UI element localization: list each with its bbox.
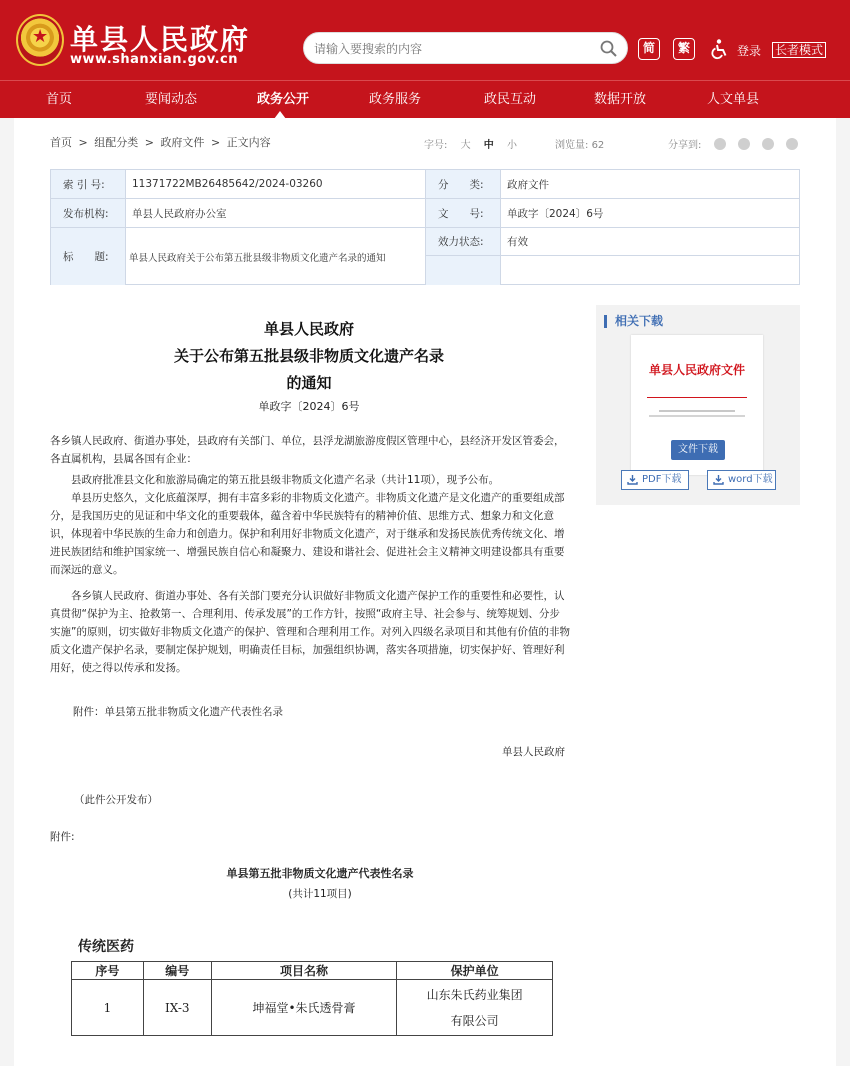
nav-culture[interactable]: 人文单县 xyxy=(706,92,759,107)
section-heading: 传统医药 xyxy=(78,939,134,955)
site-header xyxy=(0,0,850,80)
breadcrumb-gov-docs[interactable]: 政府文件 xyxy=(160,136,205,149)
view-count-value: 62 xyxy=(591,140,605,151)
simplified-chinese-button[interactable]: 简 xyxy=(638,38,660,60)
meta-category-label: 分 类: xyxy=(426,170,501,199)
site-title[interactable]: 单县人民政府 xyxy=(70,23,251,56)
meta-issuer-value: 单县人民政府办公室 xyxy=(126,199,426,228)
table-header: 序号 xyxy=(72,962,144,980)
nav-home[interactable]: 首页 xyxy=(45,92,72,107)
document-preview-text xyxy=(649,415,745,417)
meta-title-value: 单县人民政府关于公布第五批县级非物质文化遗产名录的通知 xyxy=(126,228,426,285)
login-link[interactable]: 登录 xyxy=(737,44,762,58)
search-box xyxy=(303,32,628,64)
meta-status-value: 有效 xyxy=(501,228,800,256)
pdf-download-button[interactable] xyxy=(621,470,689,490)
table-cell-code: IX-3 xyxy=(143,980,211,1036)
article-title-line3: 的通知 xyxy=(286,374,332,392)
word-download-label: word下载 xyxy=(728,474,773,485)
meta-index-value: 11371722MB26485642/2024-03260 xyxy=(126,170,426,199)
article-title-line1: 单县人民政府 xyxy=(263,320,354,338)
weibo-share-icon[interactable] xyxy=(762,138,774,150)
site-url: www.shanxian.gov.cn xyxy=(70,52,239,67)
document-preview-text xyxy=(659,410,735,412)
font-size-label: 字号: xyxy=(424,140,448,151)
breadcrumb-category[interactable]: 组配分类 xyxy=(94,136,139,149)
related-downloads-panel xyxy=(596,305,800,505)
national-emblem-icon xyxy=(16,14,64,66)
meta-empty-label xyxy=(426,256,501,285)
meta-empty-value xyxy=(501,256,800,285)
accessibility-icon[interactable] xyxy=(708,38,730,60)
nav-interaction[interactable]: 政民互动 xyxy=(483,92,536,107)
nav-gov-services[interactable]: 政务服务 xyxy=(368,92,421,107)
meta-title-label: 标 题: xyxy=(51,228,126,285)
font-size-switcher xyxy=(424,136,527,151)
font-size-medium[interactable]: 中 xyxy=(483,140,494,151)
document-preview-title: 单县人民政府文件 xyxy=(648,363,745,377)
article-salutation: 各乡镇人民政府、街道办事处，县政府有关部门、单位，县浮龙湖旅游度假区管理中心，县经济开发区管委会，各直属机构，县属各国有企业： xyxy=(50,435,565,465)
table-header: 编号 xyxy=(143,962,211,980)
main-nav xyxy=(0,80,850,118)
download-icon xyxy=(627,474,638,485)
document-meta-table xyxy=(50,169,800,285)
font-size-large[interactable]: 大 xyxy=(460,140,471,151)
annex-title: 单县第五批非物质文化遗产代表性名录 xyxy=(226,867,414,880)
download-icon xyxy=(713,474,724,485)
table-cell-no: 1 xyxy=(72,980,144,1036)
article-signature: 单县人民政府 xyxy=(502,746,565,758)
qzone-share-icon[interactable] xyxy=(738,138,750,150)
content-panel xyxy=(14,118,836,1066)
meta-docno-label: 文 号: xyxy=(426,199,501,228)
search-icon[interactable] xyxy=(599,39,619,59)
view-count-label: 浏览量: xyxy=(555,140,589,151)
table-cell-unit-line2: 有限公司 xyxy=(450,1013,499,1028)
meta-issuer-label: 发布机构: xyxy=(51,199,126,228)
share-label: 分享到: xyxy=(668,140,702,151)
table-cell-name: 坤福堂•朱氏透骨膏 xyxy=(211,980,397,1036)
word-download-button[interactable] xyxy=(707,470,776,490)
breadcrumb-home[interactable]: 首页 xyxy=(50,136,72,149)
breadcrumb-sep: > xyxy=(210,136,221,149)
article-attachment-line[interactable]: 附件：单县第五批非物质文化遗产代表性名录 xyxy=(73,706,283,718)
related-downloads-title: 相关下载 xyxy=(604,315,663,328)
font-size-small[interactable]: 小 xyxy=(506,140,517,151)
meta-category-value: 政府文件 xyxy=(501,170,800,199)
nav-open-data[interactable]: 数据开放 xyxy=(593,92,646,107)
meta-docno-value: 单政字〔2024〕6号 xyxy=(501,199,800,228)
table-header: 项目名称 xyxy=(211,962,397,980)
table-cell-unit-line1: 山东朱氏药业集团 xyxy=(426,987,523,1002)
heritage-list-table xyxy=(71,961,553,1036)
nav-news[interactable]: 要闻动态 xyxy=(144,92,197,107)
breadcrumb-sep: > xyxy=(78,136,88,149)
share-bar xyxy=(668,136,798,151)
view-count xyxy=(555,136,604,151)
table-header-row xyxy=(72,962,553,980)
pdf-download-label: PDF下载 xyxy=(642,474,682,485)
search-input[interactable] xyxy=(314,39,594,59)
meta-index-label: 索 引 号: xyxy=(51,170,126,199)
breadcrumb xyxy=(50,134,274,150)
meta-status-label: 效力状态: xyxy=(426,228,501,256)
qq-share-icon[interactable] xyxy=(786,138,798,150)
table-header: 保护单位 xyxy=(397,962,553,980)
table-cell-unit xyxy=(397,980,553,1036)
wechat-share-icon[interactable] xyxy=(714,138,726,150)
article-title-line2: 关于公布第五批县级非物质文化遗产名录 xyxy=(173,347,444,365)
file-download-button[interactable]: 文件下载 xyxy=(671,440,725,460)
annex-label: 附件: xyxy=(50,831,75,843)
article-paragraph: 各乡镇人民政府、街道办事处、各有关部门要充分认识做好非物质文化遗产保护工作的重要性和必要性，认真贯彻“保护为主、抢救第一、合理利用、传承发展”的工作方针，按照“政府主导、社会参与、统筹规划、分步实施”的原则，切实做好非物质文化遗产的保护、管理和合理利用工作。对列入四级名录项目和其他有价值的非物质文化遗产保护名录，要制定保护规划，明确责任目标，加强组织协调，落实各项措施，切实保护好、管理好利用好，使之得以传承和发扬。 xyxy=(50,590,570,674)
article-paragraph: 县政府批准县文化和旅游局确定的第五批县级非物质文化遗产名录（共计11项），现予公布。 xyxy=(71,474,500,486)
breadcrumb-sep: > xyxy=(144,136,154,149)
elder-mode-link[interactable]: 长者模式 xyxy=(772,42,826,58)
table-row xyxy=(72,980,553,1036)
article-paragraph: 单县历史悠久，文化底蕴深厚，拥有丰富多彩的非物质文化遗产。非物质文化遗产是文化遗产的重要组成部分，是我国历史的见证和中华文化的重要载体，蕴含着中华民族特有的精神价值、思维方式、想象力和文化意识，体现着中华民族的生命力和创造力。保护和利用好非物质文化遗产，对于继承和发扬民族优秀传统文化、增进民族团结和维护国家统一、增强民族自信心和凝聚力、建设和谐社会、促进社会主义精神文明建设都具有重要而深远的意义。 xyxy=(50,492,565,576)
nav-gov-affairs-open[interactable]: 政务公开 xyxy=(256,92,309,107)
annex-subtitle: (共计11项目) xyxy=(288,888,352,900)
article-doc-number: 单政字〔2024〕6号 xyxy=(258,400,360,413)
breadcrumb-current: 正文内容 xyxy=(226,136,271,149)
traditional-chinese-button[interactable]: 繁 xyxy=(673,38,695,60)
article-public-note: （此件公开发布） xyxy=(74,794,158,806)
document-preview-rule xyxy=(647,397,747,398)
